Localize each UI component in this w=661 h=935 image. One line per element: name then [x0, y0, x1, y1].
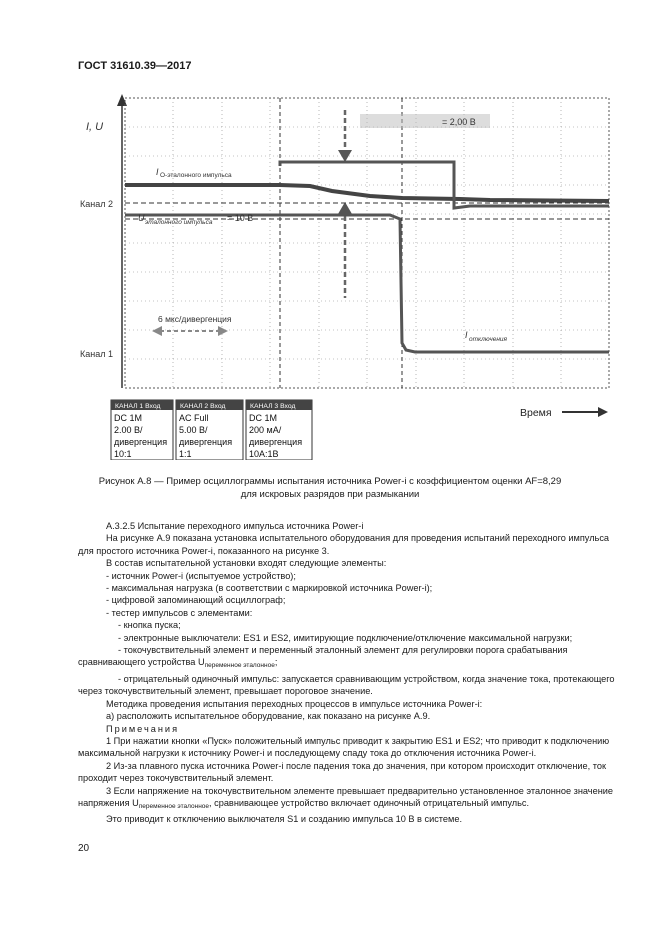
oscillogram-figure [70, 88, 615, 460]
u-label: U [138, 213, 145, 223]
body-text [78, 520, 618, 826]
channel-1-title: КАНАЛ 1 Вход [115, 403, 161, 410]
channel-1-line4: 10:1 [114, 449, 132, 459]
oscillogram-svg [70, 88, 615, 460]
list-subitem: - отрицательный одиночный импульс: запускается сравнивающим устройством, когда значение тока, протекающего через токочувствительный элемент, превышает пороговое значение. [78, 673, 615, 697]
section-heading: А.3.2.5 Испытание переходного импульса источника Power-i [106, 521, 364, 531]
channel-3-line3: дивергенция [249, 437, 303, 447]
trace-lower-label: I [465, 330, 468, 340]
time-label: Время [520, 407, 552, 419]
list-item: - максимальная нагрузка (в соответствии с маркировкой источника Power-i); [106, 583, 433, 594]
paragraph-3: Методика проведения испытания переходных процессов в импульсе источника Power-i: [106, 698, 483, 709]
note-2: 2 Из-за плавного пуска источника Power-i после падения тока до значения, при котором происходит отключение, ток проходит через токочувствительный элемент. [78, 760, 606, 784]
channel-3-line4: 10А:1В [249, 449, 279, 459]
channel-2-line1: AC Full [179, 413, 209, 423]
list-item: - источник Power-i (испытуемое устройство); [106, 570, 296, 581]
note-3-text: 3 Если напряжение на токочувствительном элементе превышает предварительно установленное эталонное значение напряжения U [78, 785, 614, 808]
caption-line-1: Рисунок А.8 — Пример осциллограммы испытания источника Power-i с коэффициентом оценки AF=8,29 [98, 476, 562, 487]
paragraph-1: На рисунке А.9 показана установка испытательного оборудования для проведения испытаний переходного импульса для простого источника Power-i, показанного на рисунке 3. [78, 533, 610, 556]
list-subitem-comparator [78, 644, 618, 673]
paragraph-5: Это приводит к отключению выключателя S1 и созданию импульса 10 В в системе. [106, 814, 463, 825]
time-scale-left-icon [152, 326, 162, 336]
channel1-label: Канал 1 [80, 349, 113, 359]
document-header: ГОСТ 31610.39—2017 [78, 60, 192, 72]
list-subitem-end: ; [274, 657, 278, 668]
trace-upper-label: I [156, 167, 159, 177]
notes-title: Примечания [106, 723, 180, 734]
channel-2-line4: 1:1 [179, 449, 192, 459]
time-scale-label: 6 мкс/дивергенция [158, 314, 232, 324]
channel-2-title: КАНАЛ 2 Вход [180, 403, 226, 410]
channel-box-2 [176, 400, 243, 460]
channel-1-line3: дивергенция [114, 437, 168, 447]
channel-1-line1: DC 1M [114, 413, 143, 423]
channel-3-line1: DC 1M [249, 413, 278, 423]
u-value: = 10 В [227, 213, 254, 223]
trace-lower-sub: отключения [469, 336, 508, 343]
time-scale-right-icon [218, 326, 228, 336]
paragraph-4: а) расположить испытательное оборудование, как показано на рисунке А.9. [106, 711, 431, 722]
paragraph-2: В состав испытательной установки входят следующие элементы: [106, 558, 387, 569]
list-item: - тестер импульсов с элементами: [106, 607, 253, 618]
channel-1-line2: 2.00 В/ [114, 425, 143, 435]
channel-2-line2: 5.00 В/ [179, 425, 208, 435]
channel-3-title: КАНАЛ 3 Вход [250, 403, 296, 410]
time-axis-arrow-icon [598, 407, 608, 417]
note-3-end: , сравнивающее устройство включает одиночный отрицательный импульс. [209, 797, 530, 808]
u-sub: эталонного импульса [145, 219, 213, 226]
list-subitem-text: - токочувствительный элемент и переменный эталонный элемент для регулировки порога срабатывания сравнивающего устройства U [78, 645, 568, 668]
channel-box-1 [111, 400, 173, 460]
list-item: - цифровой запоминающий осциллограф; [106, 595, 286, 606]
arrow-up-icon [338, 202, 352, 214]
list-subitem: - кнопка пуска; [118, 620, 181, 631]
note-1: 1 При нажатии кнопки «Пуск» положительный импульс приводит к закрытию ES1 и ES2; что приводит к подключению максимальной нагрузки к источнику Power-i и последующему спаду тока до отключения источника Power-i. [78, 735, 610, 759]
channel-3-line2: 200 мА/ [249, 425, 282, 435]
trace-upper-sub: О-эталонного импульса [160, 172, 232, 179]
marker-label: = 2,00 В [442, 117, 476, 127]
caption-line-2: для искровых разрядов при размыкании [240, 489, 420, 500]
grid-vertical [173, 98, 561, 388]
page-number: 20 [78, 843, 90, 854]
subscript: переменное эталонное [138, 802, 210, 810]
channel-box-3 [246, 400, 312, 460]
axis-label: I, U [86, 121, 104, 133]
subscript: переменное эталонное [204, 662, 275, 670]
list-subitem: - электронные выключатели: ES1 и ES2, имитирующие подключение/отключение максимальной нагрузки; [118, 632, 573, 643]
figure-caption [70, 475, 590, 501]
note-3 [78, 785, 618, 814]
channel2-label: Канал 2 [80, 199, 113, 209]
channel-2-line3: дивергенция [179, 437, 233, 447]
